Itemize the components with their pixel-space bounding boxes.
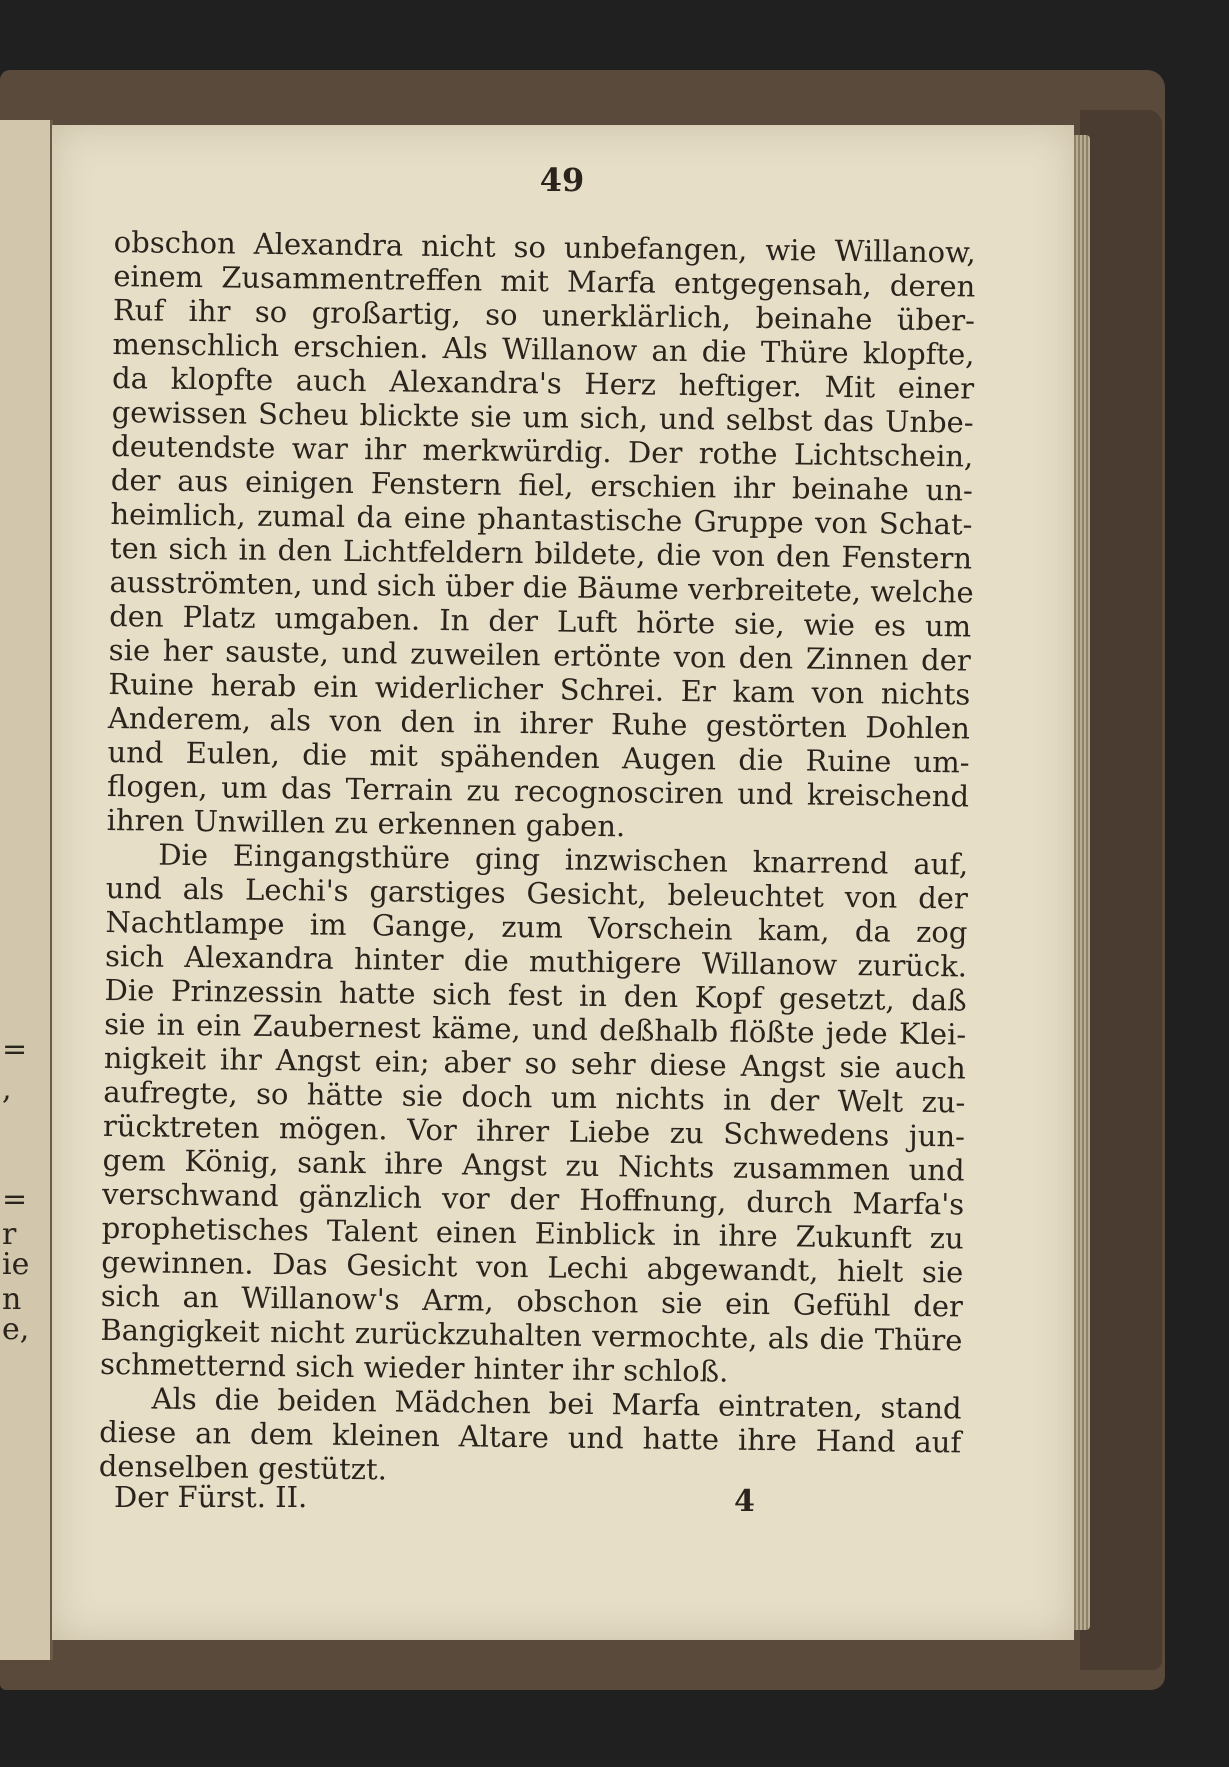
text-line: menschlich erschien. Als Willanow an die Thüre klopfte, <box>112 326 975 372</box>
text-line: flogen, um das Terrain zu recognosciren und kreischend <box>106 768 970 814</box>
text-line: sich Alexandra hinter die muthigere Willanow zurück. <box>104 938 968 984</box>
left-page-margin <box>0 120 53 1660</box>
text-line: und Eulen, die mit spähenden Augen die Ruine um- <box>107 734 970 780</box>
text-line: Die Eingangsthüre ging inzwischen knarrend auf, <box>158 837 969 882</box>
left-page-fragment: e, <box>2 1312 30 1347</box>
text-line: Die Prinzessin hatte sich fest in den Kopf gesetzt, daß <box>104 972 967 1018</box>
text-line: sie in ein Zaubernest käme, und deßhalb flößte jede Klei- <box>104 1006 967 1052</box>
left-page-fragment: ie <box>2 1247 30 1282</box>
text-line: Ruf ihr so großartig, so unerklärlich, beinahe über- <box>112 292 976 338</box>
left-page-fragment: r <box>2 1217 17 1252</box>
left-page-fragment: = <box>2 1032 28 1067</box>
text-line: Nachtlampe im Gange, zum Vorschein kam, da zog <box>105 904 968 950</box>
text-line: schmetternd sich wieder hinter ihr schloß. <box>99 1346 729 1389</box>
text-line: rücktreten mögen. Vor ihrer Liebe zu Schwedens jun- <box>102 1108 966 1154</box>
body-text <box>99 225 976 1493</box>
text-line: ausströmten, und sich über die Bäume verbreitete, welche <box>109 564 974 610</box>
text-line: einem Zusammentreffen mit Marfa entgegensah, deren <box>113 258 976 304</box>
text-line: gewissen Scheu blickte sie um sich, und selbst das Unbe- <box>111 394 974 440</box>
text-line: deutendste war ihr merkwürdig. Der rothe Lichtschein, <box>111 428 974 474</box>
text-line: diese an dem kleinen Altare und hatte ihre Hand auf <box>99 1414 962 1460</box>
text-line: Als die beiden Mädchen bei Marfa eintraten, stand <box>151 1381 962 1426</box>
book-cover-edge <box>1080 110 1162 1670</box>
text-line: obschon Alexandra nicht so unbefangen, wie Willanow, <box>113 225 976 270</box>
text-line: heimlich, zumal da eine phantastische Gruppe von Schat- <box>110 496 973 542</box>
text-line: ihren Unwillen zu erkennen gaben. <box>106 802 626 844</box>
text-line: nigkeit ihr Angst ein; aber so sehr diese Angst sie auch <box>103 1040 966 1086</box>
text-line: sich an Willanow's Arm, obschon sie ein Gefühl der <box>100 1278 964 1324</box>
text-line: da klopfte auch Alexandra's Herz heftiger. Mit einer <box>111 360 975 406</box>
text-line: gewinnen. Das Gesicht von Lechi abgewandt, hielt sie <box>101 1244 964 1290</box>
text-line: aufregte, so hätte sie doch um nichts in der Welt zu- <box>103 1074 966 1120</box>
page-number: 49 <box>539 161 585 199</box>
text-line: verschwand gänzlich vor der Hoffnung, durch Marfa's <box>101 1176 965 1222</box>
footer-title: Der Fürst. II. <box>114 1480 308 1514</box>
text-line: ten sich in den Lichtfeldern bildete, die von den Fenstern <box>109 530 973 576</box>
text-line: Bangigkeit nicht zurückzuhalten vermochte, als die Thüre <box>100 1312 963 1358</box>
left-page-fragment: = <box>2 1182 28 1217</box>
text-line: und als Lechi's garstiges Gesicht, beleuchtet von der <box>105 870 969 916</box>
text-line: prophetisches Talent einen Einblick in ihre Zukunft zu <box>101 1210 964 1256</box>
text-line: gem König, sank ihre Angst zu Nichts zusammen und <box>102 1142 965 1188</box>
left-page-fragment: , <box>2 1072 12 1107</box>
text-line: der aus einigen Fenstern fiel, erschien ihr beinahe un- <box>110 462 974 508</box>
signature-mark: 4 <box>734 1484 755 1519</box>
right-page <box>52 125 1074 1640</box>
text-line: sie her sauste, und zuweilen ertönte von den Zinnen der <box>108 632 971 678</box>
text-line: Ruine herab ein widerlicher Schrei. Er kam von nichts <box>108 666 971 712</box>
text-line: Anderem, als von den in ihrer Ruhe gestörten Dohlen <box>107 700 971 746</box>
left-page-fragment: n <box>2 1282 22 1317</box>
text-line: denselben gestützt. <box>98 1448 388 1487</box>
text-line: den Platz umgaben. In der Luft hörte sie, wie es um <box>109 598 972 644</box>
